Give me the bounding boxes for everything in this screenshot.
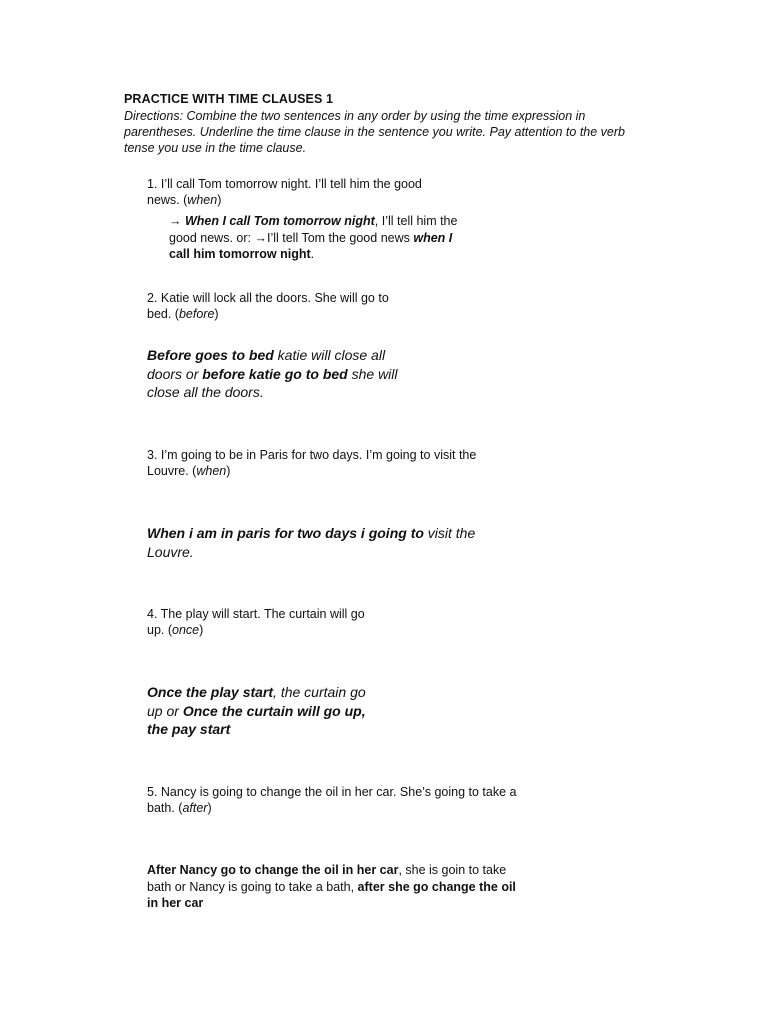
prompt-line: 2. Katie will lock all the doors. She will go to	[147, 291, 389, 305]
exercise-answer-4	[147, 683, 366, 739]
answer-line: close all the doors.	[147, 384, 264, 400]
prompt-line: 4. The play will start. The curtain will go	[147, 607, 365, 621]
prompt-line: up. (once)	[147, 623, 204, 637]
time-clause: in her car	[147, 896, 204, 910]
time-clause: When i am in paris for two days i going to	[147, 525, 424, 541]
answer-line: When i am in paris for two days i going to visit the	[147, 525, 476, 541]
answer-line: good news. or: →I’ll tell Tom the good news when I	[169, 230, 453, 245]
time-expression-hint: when	[196, 464, 227, 478]
answer-line: bath or Nancy is going to take a bath, after she go change the oil	[147, 879, 516, 894]
answer-line: Before goes to bed katie will close all	[147, 347, 386, 363]
prompt-line: 1. I’ll call Tom tomorrow night. I’ll tell him the good	[147, 177, 422, 191]
prompt-line: Louvre. (when)	[147, 464, 231, 478]
answer-line: up or Once the curtain will go up,	[147, 702, 366, 719]
exercise-prompt-1	[147, 176, 422, 208]
prompt-line: news. (when)	[147, 193, 222, 207]
time-clause: when I	[413, 230, 453, 245]
answer-line: Once the play start, the curtain go	[147, 684, 366, 700]
exercise-answer-1	[169, 213, 457, 263]
time-clause: After Nancy go to change the oil in her car	[147, 863, 399, 877]
answer-line: doors or before katie go to bed she will	[147, 365, 398, 382]
time-clause: Before goes to bed	[147, 347, 274, 363]
answer-line	[147, 720, 366, 739]
time-expression-hint: before	[178, 307, 215, 321]
exercise-answer-3	[147, 524, 475, 561]
answer-line: → When I call Tom tomorrow night, I’ll tell him the	[169, 214, 458, 228]
exercise-answer-5	[147, 862, 516, 912]
time-expression-hint: when	[187, 193, 218, 207]
answer-line: call him tomorrow night.	[169, 247, 315, 261]
time-clause: the pay start	[147, 721, 231, 737]
prompt-line: bed. (before)	[147, 307, 219, 321]
page-title: PRACTICE WITH TIME CLAUSES 1	[124, 92, 334, 106]
time-expression-hint: once	[172, 623, 200, 637]
prompt-line: 5. Nancy is going to change the oil in her car. She’s going to take a	[147, 785, 517, 799]
exercise-prompt-4	[147, 606, 365, 638]
prompt-line: 3. I’m going to be in Paris for two days. I’m going to visit the	[147, 448, 477, 462]
time-clause: call him tomorrow night	[169, 247, 311, 261]
time-clause: before katie go to bed	[202, 365, 348, 382]
time-clause: Once the play start	[147, 684, 274, 700]
exercise-prompt-2	[147, 290, 389, 322]
time-expression-hint: after	[182, 801, 208, 815]
directions-text: Directions: Combine the two sentences in any order by using the time expression in parentheses. Underline the time clause in the sentence you write. Pay attention to the verb tense you use in the time clause.	[124, 109, 625, 155]
time-clause: after she go change the oil	[357, 879, 516, 894]
prompt-line: bath. (after)	[147, 801, 212, 815]
answer-line: After Nancy go to change the oil in her car, she is goin to take	[147, 863, 507, 877]
answer-line: Louvre.	[147, 543, 194, 560]
exercise-prompt-3	[147, 447, 476, 479]
answer-line	[147, 895, 516, 912]
time-clause: When I call Tom tomorrow night	[184, 214, 375, 228]
exercise-answer-2	[147, 346, 398, 402]
exercise-prompt-5	[147, 784, 516, 816]
time-clause: Once the curtain will go up,	[182, 702, 366, 719]
